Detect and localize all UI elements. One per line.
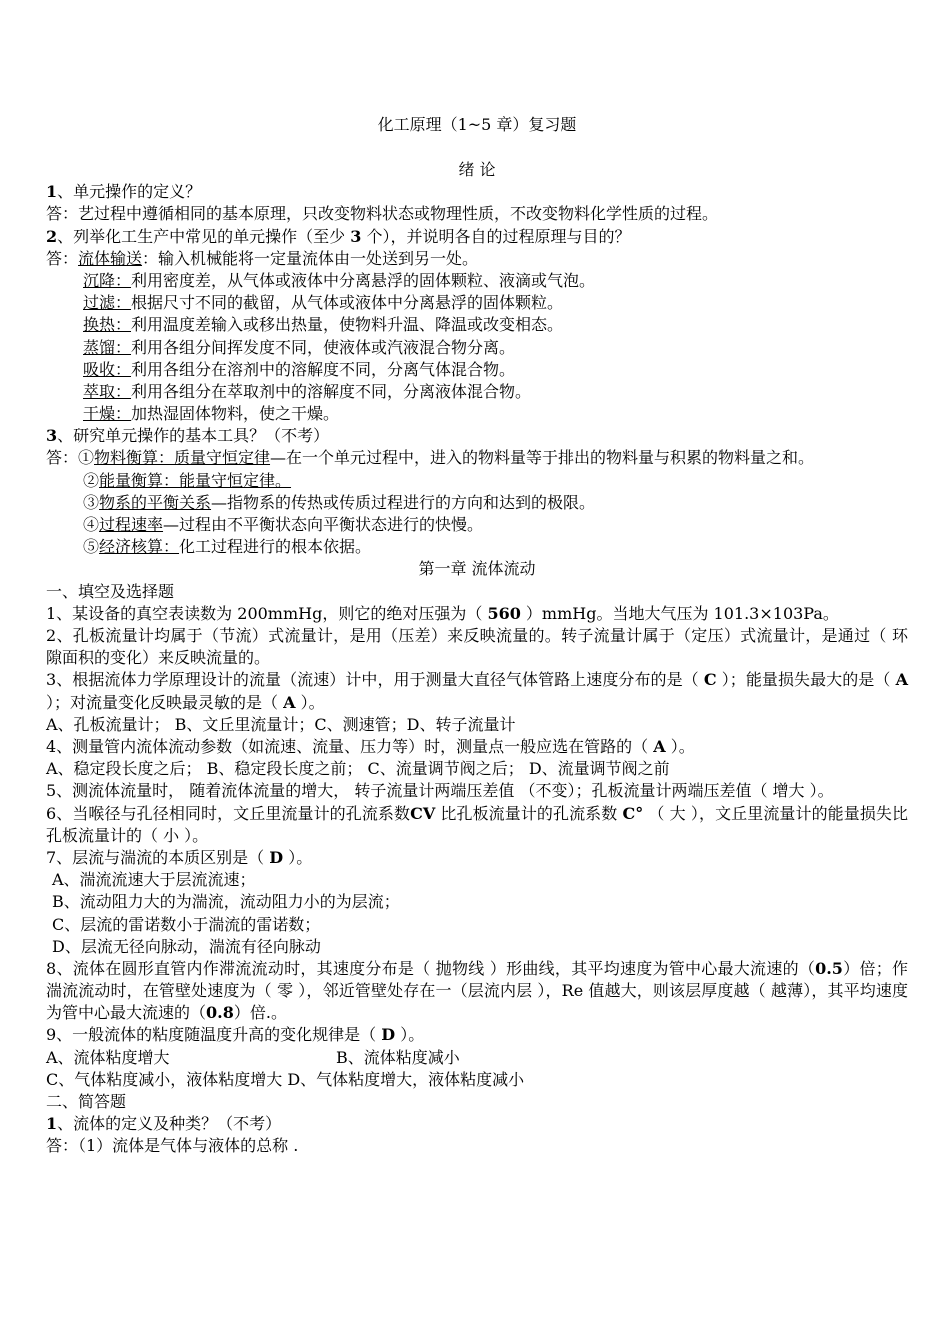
ch1-q2: 2、孔板流量计均属于（节流）式流量计，是用（压差）来反映流量的。转子流量计属于（定压）式流量计，是通过（ 环隙面积的变化）来反映流量的。: [46, 625, 908, 668]
answer: D: [381, 1025, 396, 1045]
unit-op-item: [46, 381, 908, 403]
intro-a3-3: ③物系的平衡关系—指物系的传热或传质过程进行的方向和达到的极限。: [83, 492, 596, 512]
answer: C: [703, 670, 717, 690]
answer: 560: [487, 603, 521, 623]
unit-op-desc: 加热湿固体物料，使之干燥。: [131, 404, 340, 424]
intro-a3-2: ②能量衡算：能量守恒定律。: [83, 470, 292, 490]
ch1-q3-options: A、孔板流量计； B、文丘里流量计；C、测速管；D、转子流量计: [46, 714, 516, 734]
intro-q3: [46, 425, 908, 447]
unit-op-term: 干燥：: [83, 404, 132, 424]
unit-op-term: 过滤：: [83, 293, 132, 313]
ch1-q8: 8、流体在圆形直管内作滞流流动时，其速度分布是（ 抛物线 ）形曲线，其平均速度为管中心最大流速的（0.5）倍；作湍流流动时，在管壁处速度为（ 零 ），邻近管壁处存在一（层流内层 ），Re 值越大，则该层厚度越（ 越薄），其平均速度为管中心最大流速的（0.8）倍.。: [46, 958, 908, 1023]
unit-op-desc: 利用各组分在萃取剂中的溶解度不同，分离液体混合物。: [131, 381, 532, 401]
intro-a1: 答：艺过程中遵循相同的基本原理，只改变物料状态或物理性质，不改变物料化学性质的过程。: [46, 204, 719, 224]
q-text: 、研究单元操作的基本工具？（不考）: [57, 426, 330, 446]
unit-op-term: 蒸馏：: [83, 337, 132, 357]
unit-op-term: 换热：: [83, 315, 132, 335]
q-number: 1: [46, 1114, 58, 1134]
part2-heading: 二、简答题: [46, 1092, 127, 1112]
answer: D: [269, 847, 284, 867]
document-title: 化工原理（1~5 章）复习题: [377, 115, 577, 134]
unit-op-term: 流体输送: [78, 248, 143, 268]
unit-op-desc: 利用温度差输入或移出热量，使物料升温、降温或改变相态。: [131, 315, 564, 335]
ch1-q9-options-row1: A、流体粘度增大 B、流体粘度减小: [46, 1047, 460, 1067]
ch1-q9-options-row2: C、气体粘度减小，液体粘度增大 D、气体粘度增大，液体粘度减小: [46, 1069, 525, 1089]
unit-op-term: 沉降：: [83, 270, 132, 290]
unit-op-item: [46, 314, 908, 336]
unit-op-desc: 利用密度差，从气体或液体中分离悬浮的固体颗粒、液滴或气泡。: [131, 270, 596, 290]
intro-a3-5: ⑤经济核算：化工过程进行的根本依据。: [83, 537, 372, 557]
unit-op-term: 吸收：: [83, 359, 132, 379]
answer: A: [283, 692, 296, 712]
ch1-s1: 1、流体的定义及种类？（不考）: [46, 1114, 282, 1134]
ch1-q1: 1、某设备的真空表读数为 200mmHg，则它的绝对压强为（ 560 ）mmHg。当地大气压为 101.3×103Pa。: [46, 603, 839, 623]
ch1-q7-option: A、湍流流速大于层流流速；: [52, 870, 256, 890]
unit-op-desc: 利用各组分在溶剂中的溶解度不同，分离气体混合物。: [131, 359, 516, 379]
document-body: [46, 159, 908, 1158]
unit-op-desc: 利用各组分间挥发度不同，使液体或汽液混合物分离。: [131, 337, 516, 357]
chapter1-heading: 第一章 流体流动: [418, 559, 536, 579]
part1-heading: 一、填空及选择题: [46, 581, 175, 601]
unit-op-item: 答：流体输送：输入机械能将一定量流体由一处送到另一处。: [46, 248, 479, 268]
ch1-q5: 5、测流体流量时， 随着流体流量的增大， 转子流量计两端压差值 （不变）；孔板流量计两端压差值（ 增大 ）。: [46, 781, 834, 801]
intro-heading: 绪 论: [458, 160, 496, 179]
q-number: 1: [46, 182, 58, 202]
intro-q2: 2、列举化工生产中常见的单元操作（至少 3 个），并说明各自的过程原理与目的？: [46, 226, 631, 246]
ch1-q4: 4、测量管内流体流动参数（如流速、流量、压力等）时，测量点一般应选在管路的（ A ）。: [46, 736, 695, 756]
unit-op-item: [46, 270, 908, 292]
answer: A: [895, 670, 908, 690]
unit-op-desc: ：输入机械能将一定量流体由一处送到另一处。: [142, 248, 479, 268]
ch1-q3: 3、根据流体力学原理设计的流量（流速）计中，用于测量大直径气体管路上速度分布的是（ C ）；能量损失最大的是（ A ）；对流量变化反映最灵敏的是（ A ）。: [46, 670, 908, 712]
ch1-s1-answer: 答：（1）流体是气体与液体的总称 .: [46, 1136, 299, 1156]
unit-op-item: [46, 359, 908, 381]
intro-a3-1: 答：①物料衡算：质量守恒定律—在一个单元过程中，进入的物料量等于排出的物料量与积累的物料量之和。: [46, 448, 815, 468]
answer: A: [653, 736, 666, 756]
unit-op-item: [46, 292, 908, 314]
ch1-q7: 7、层流与湍流的本质区别是（ D ）。: [46, 847, 313, 867]
ch1-q4-options: A、稳定段长度之后； B、稳定段长度之前； C、流量调节阀之后； D、流量调节阀之前: [46, 759, 670, 779]
intro-a3-4: ④过程速率—过程由不平衡状态向平衡状态进行的快慢。: [83, 515, 484, 535]
ch1-q7-option: D、层流无径向脉动，湍流有径向脉动: [52, 936, 321, 956]
q-number: 2: [46, 226, 58, 246]
q-number: 3: [46, 426, 58, 446]
unit-op-term: 萃取：: [83, 381, 132, 401]
unit-op-desc: 根据尺寸不同的截留，从气体或液体中分离悬浮的固体颗粒。: [131, 293, 564, 313]
ch1-q6: 6、当喉径与孔径相同时，文丘里流量计的孔流系数CV 比孔板流量计的孔流系数 C° （ 大 ），文丘里流量计的能量损失比孔板流量计的（ 小 ）。: [46, 803, 908, 845]
intro-q1: [46, 181, 908, 203]
unit-op-item: [46, 337, 908, 359]
q-text: 、单元操作的定义？: [57, 182, 202, 202]
unit-op-item: [46, 403, 908, 425]
ch1-q7-option: B、流动阻力大的为湍流，流动阻力小的为层流；: [52, 892, 400, 912]
ch1-q7-option: C、层流的雷诺数小于湍流的雷诺数；: [52, 914, 321, 934]
ch1-q9: 9、一般流体的粘度随温度升高的变化规律是（ D ）。: [46, 1025, 425, 1045]
